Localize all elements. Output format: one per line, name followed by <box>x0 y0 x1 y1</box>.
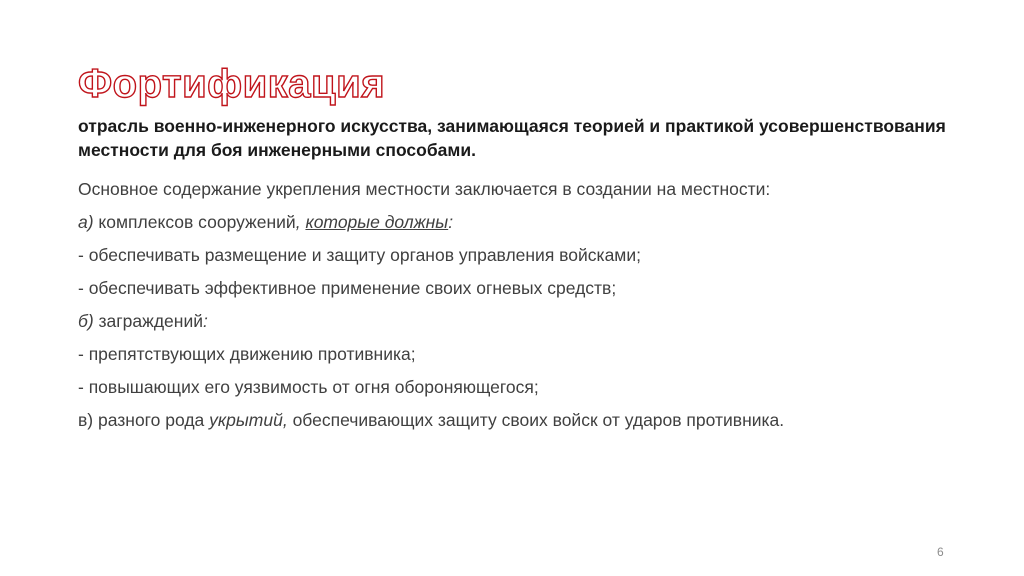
item-c-end: обеспечивающих защиту своих войск от ударов противника. <box>287 409 785 430</box>
item-b-colon: : <box>203 310 208 331</box>
item-a-emphasis: которые должны <box>305 211 449 232</box>
item-b-point-2: - повышающих его уязвимость от огня обороняющегося; <box>78 376 539 397</box>
item-c-start: в) разного рода <box>78 409 210 430</box>
slide-content <box>78 178 938 442</box>
item-b-point-1: - препятствующих движению противника; <box>78 343 416 364</box>
item-a-point-1: - обеспечивать размещение и защиту органов управления войсками; <box>78 244 641 265</box>
item-b <box>78 310 938 334</box>
item-a-marker: а) <box>78 211 94 232</box>
intro-paragraph: Основное содержание укрепления местности заключается в создании на местности: <box>78 179 771 199</box>
item-a-colon: : <box>448 211 454 232</box>
item-c-emphasis: укрытий <box>209 409 283 430</box>
item-b-text: заграждений <box>93 310 204 331</box>
item-a-text: комплексов сооружений <box>93 211 296 232</box>
item-a-point-2: - обеспечивать эффективное применение своих огневых средств; <box>78 277 617 298</box>
page-number: 6 <box>937 545 944 559</box>
item-b-marker: б) <box>78 310 94 331</box>
item-a: а) комплексов сооружений, которые должны: <box>78 211 454 232</box>
definition-text: отрасль военно-инженерного искусства, занимающаяся теорией и практикой усовершенствования местности для боя инженерными способами. <box>78 116 946 160</box>
slide-title: Фортификация <box>78 62 386 106</box>
item-c: в) разного рода укрытий, обеспечивающих защиту своих войск от ударов противника. <box>78 409 785 430</box>
